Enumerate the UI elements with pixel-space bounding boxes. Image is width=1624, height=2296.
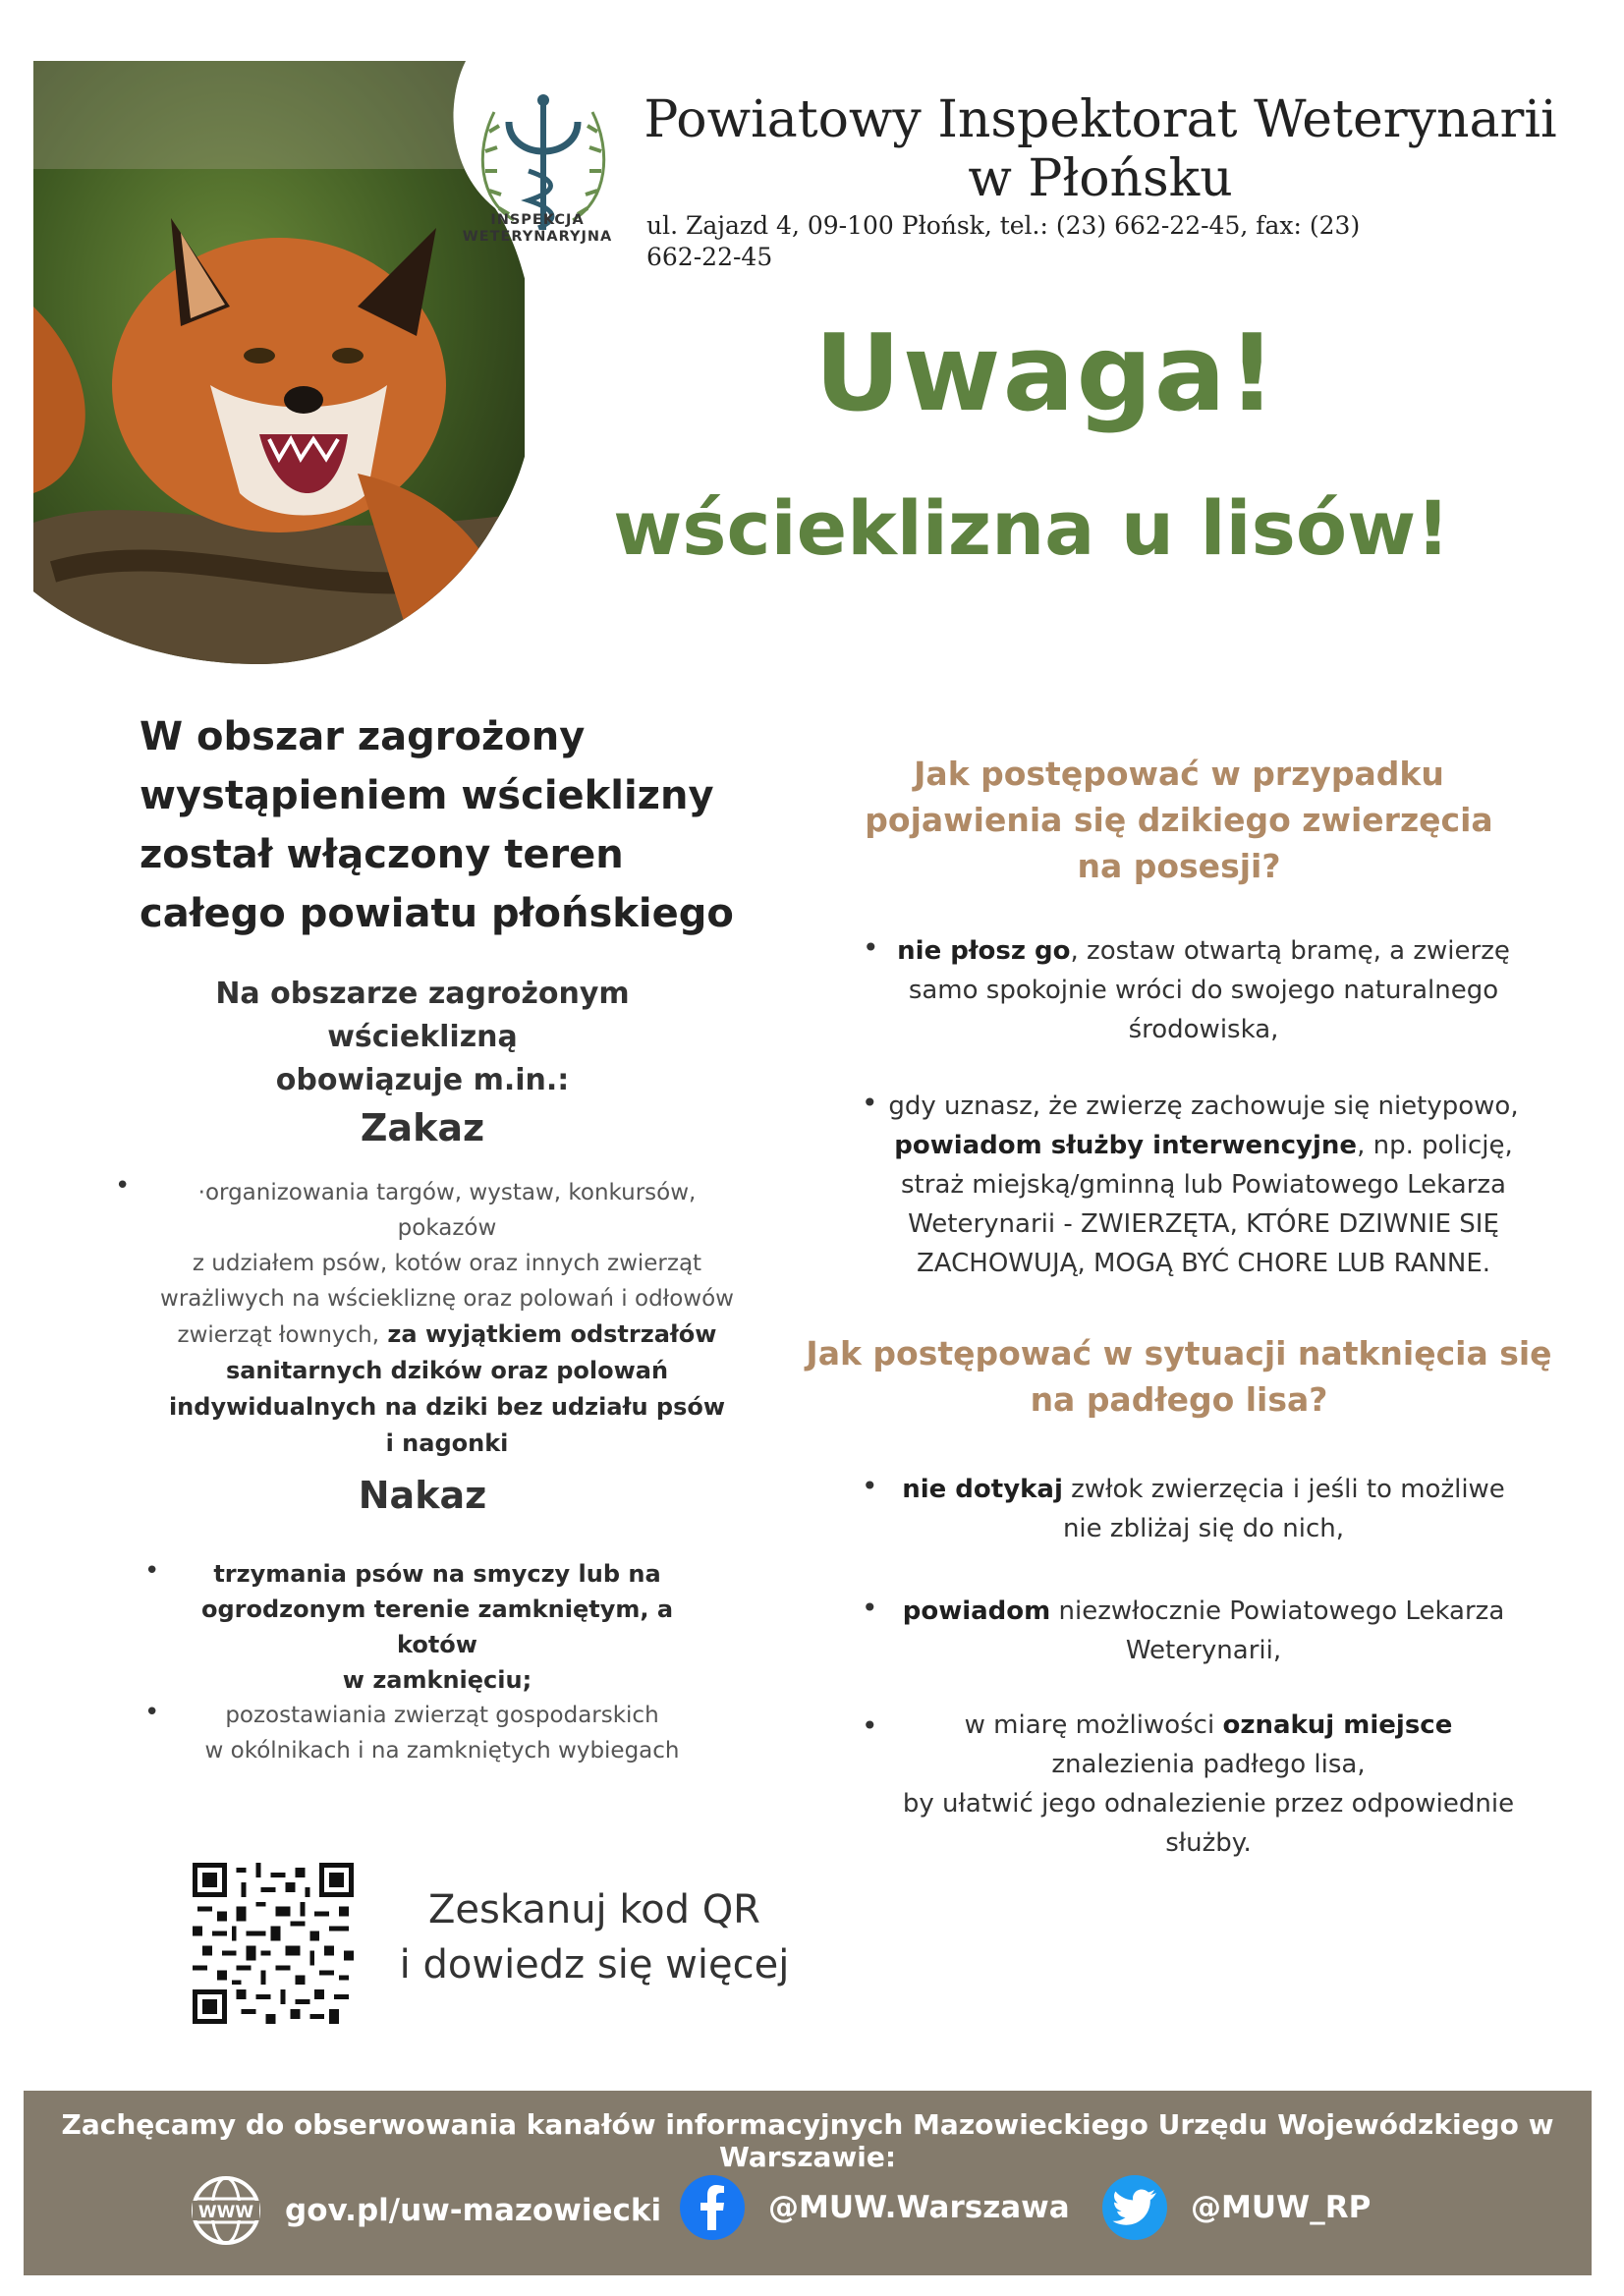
fox-photo [33,61,525,664]
bullet: • [862,1470,878,1502]
title-rabies: wścieklizna u lisów! [613,484,1450,572]
advice-dont-scare: nie płosz go, zostaw otwartą bramę, a zwierzę samo spokojnie wróci do swojego naturalnego środowiska, [897,936,1510,1044]
question-wild-animal: Jak postępować w przypadku pojawienia się dzikiego zwierzęcia na posesji? [865,755,1493,885]
twitter-icon [1100,2173,1169,2242]
lead-text: W obszar zagrożony wystąpieniem wścieklizny został włączony teren całego powiatu płońskiego [140,714,734,936]
advice-notify-vet: powiadom niezwłocznie Powiatowego Lekarza Weterynarii, [902,1596,1505,1665]
bullet: • [115,1171,131,1201]
nakaz-item-livestock: pozostawiania zwierząt gospodarskich w okólnikach i na zamkniętych wybiegach [204,1703,680,1764]
footer-bar [24,2091,1592,2275]
www-icon-label: WWW [197,2203,254,2222]
zakaz-heading: Zakaz [360,1106,485,1149]
facebook-link[interactable]: @MUW.Warszawa [768,2190,1070,2225]
globe-icon [189,2173,263,2248]
facebook-icon [678,2173,747,2242]
website-link[interactable]: gov.pl/uw-mazowiecki [285,2193,662,2228]
area-note: Na obszarze zagrożonym wścieklizną obowiązuje m.in.: [215,977,630,1097]
twitter-link[interactable]: @MUW_RP [1191,2190,1372,2225]
footer-twitter[interactable] [1100,2173,1371,2242]
bullet: • [863,931,879,964]
zakaz-text: ·organizowania targów, wystaw, konkursów, pokazów z udziałem psów, kotów oraz innych zwierząt wrażliwych na wściekliznę oraz polowań i odłowów zwierząt łownych, za wyjątkiem odstrzałów sanitarnych dzików oraz polowań indywidualnych na dziki bez udziału psów i nagonki [160,1180,734,1457]
footer-note: Zachęcamy do obserwowania kanałów informacyjnych Mazowieckiego Urzędu Wojewódzkiego w Warszawie: [61,2108,1554,2173]
advice-mark-place: w miarę możliwości oznakuj miejsce znalezienia padłego lisa, by ułatwić jego odnalezienie przez odpowiednie służby. [902,1710,1515,1858]
bullet: • [144,1698,160,1727]
footer-website[interactable] [189,2173,661,2248]
advice-notify-services: gdy uznasz, że zwierzę zachowuje się nietypowo, powiadom służby interwencyjne, np. policję, straż miejską/gminną lub Powiatowego Lekarza Weterynarii - ZWIERZĘTA, KTÓRE DZIWNIE SIĘ ZACHOWUJĄ, MOGĄ BYĆ CHORE LUB RANNE. [888,1092,1519,1278]
qr-code[interactable] [193,1863,354,2024]
bullet: • [862,1709,878,1742]
qr-caption: Zeskanuj kod QR i dowiedz się więcej [399,1887,790,1988]
org-address: ul. Zajazd 4, 09-100 Płońsk, tel.: (23) 662-22-45, fax: (23) 662-22-45 [646,211,1361,271]
bullet: • [144,1556,160,1586]
bullet: • [862,1592,878,1624]
footer-facebook[interactable] [678,2173,1070,2242]
nakaz-heading: Nakaz [358,1474,487,1517]
logo-text: INSPEKCJA WETERYNARYJNA [462,212,613,245]
org-name: Powiatowy Inspektorat Weterynarii w Płońsku [644,90,1557,208]
advice-dont-touch: nie dotykaj zwłok zwierzęcia i jeśli to możliwe nie zbliżaj się do nich, [902,1475,1505,1543]
question-dead-fox: Jak postępować w sytuacji natknięcia się na padłego lisa? [806,1334,1552,1419]
title-warning: Uwaga! [814,312,1278,435]
nakaz-item-leash: trzymania psów na smyczy lub na ogrodzonym terenie zamkniętym, a kotów w zamknięciu; [200,1560,674,1694]
bullet: • [862,1087,878,1119]
